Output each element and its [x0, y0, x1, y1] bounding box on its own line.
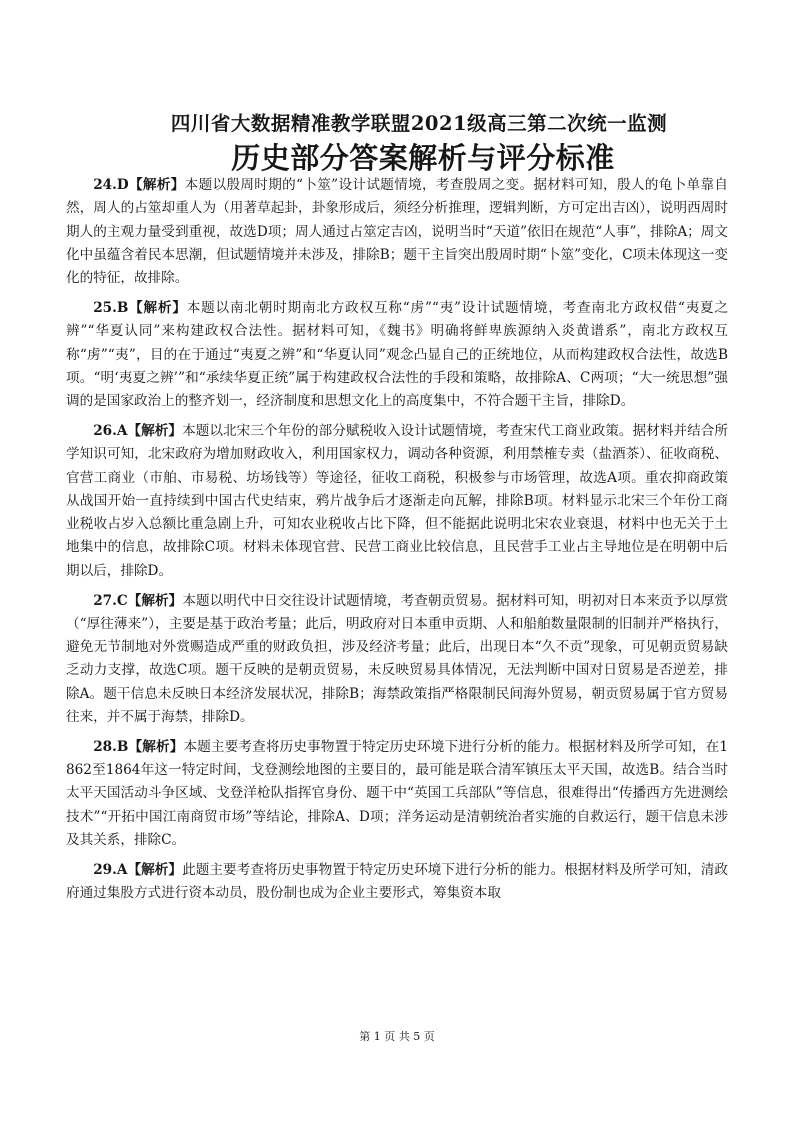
analysis-tag: 【解析】	[127, 422, 183, 439]
answer-item	[66, 736, 728, 852]
question-number: 26.A	[93, 422, 128, 439]
question-number: 24.D	[93, 177, 129, 193]
analysis-text: 本题以南北朝时期南北方政权互称“虏”“夷”设计试题情境，考查南北方政权借“夷夏之辨”“华夏认同”来构建政权合法性。据材料可知，《魏书》明确将鲜卑族源纳入炎黄谱系”，南北方政权互称“虏”“夷”，目的在于通过“夷夏之辨”和“华夏认同”观念凸显自己的正统地位，从而构建政权合法性，故选B项。“明‘夷夏之辨’”和“承续华夏正统”属于构建政权合法性的手段和策略，故排除A、C两项；“大一统思想”强调的是国家政治上的整齐划一，经济制度和思想文化上的高度集中，不符合题干主旨，排除D。	[66, 299, 728, 410]
question-number: 25.B	[93, 299, 129, 316]
analysis-text: 此题主要考查将历史事物置于特定历史环境下进行分析的能力。根据材料及所学可知，清政府通过集股方式进行资本动员，股份制也成为企业主要形式，筹集资本取	[66, 861, 729, 902]
analysis-tag: 【解析】	[128, 738, 184, 755]
answer-item	[66, 174, 728, 290]
question-number: 28.B	[93, 738, 129, 755]
answer-item	[66, 859, 728, 906]
page-footer: 第 1 页 共 5 页	[359, 1030, 435, 1043]
analysis-tag: 【解析】	[128, 177, 185, 193]
answer-item	[66, 590, 728, 730]
answer-list	[66, 174, 728, 912]
question-number: 27.C	[93, 592, 128, 609]
analysis-text: 本题以明代中日交往设计试题情境，考查朝贡贸易。据材料可知，明初对日本来贡予以厚赏（“厚往薄来”），主要是基于政治考量；此后，明政府对日本重申贡期、人和船舶数量限制的旧制并严格执行，避免无节制地对外赏赐造成严重的财政负担，涉及经济考量；此后，出现日本“久不贡”现象，可见朝贡贸易缺乏动力支撑，故选C项。题干反映的是朝贡贸易，未反映贸易具体情况，无法判断中国对日贸易是否逆差，排除A。题干信息未反映日本经济发展状况，排除B；海禁政策指严格限制民间海外贸易，朝贡贸易属于官方贸易往来，并不属于海禁，排除D。	[66, 592, 729, 726]
exam-title: 四川省大数据精准教学联盟2021级高三第二次统一监测	[170, 112, 668, 135]
answer-item	[66, 297, 728, 413]
analysis-text: 本题以殷周时期的“卜筮”设计试题情境，考查殷周之变。据材料可知，殷人的龟卜单靠自然，周人的占筮却重人为（用著草起卦，卦象形成后，须经分析推理，逻辑判断，方可定出吉凶），说明西周时期人的主观力量受到重视，故选D项；周人通过占筮定吉凶，说明当时“天道”依旧在规范“人事”，排除A；周文化中虽蕴含着民本思潮，但试题情境并未涉及，排除B；题干主旨突出殷周时期“卜筮”变化，C项未体现这一变化的特征，故排除。	[66, 177, 728, 287]
analysis-text: 本题主要考查将历史事物置于特定历史环境下进行分析的能力。根据材料及所学可知，在1862至1864年这一特定时间，戈登测绘地图的主要目的，最可能是联合清军镇压太平天国，故选B。结合当时太平天国活动斗争区域、戈登洋枪队指挥官身份、题干中“英国工兵部队”等信息，很难得出“传播西方先进测绘技术”“开拓中国江南商贸市场”等结论，排除A、D项；洋务运动是清朝统治者实施的自救运行，题干信息未涉及其关系，排除C。	[66, 738, 729, 849]
analysis-tag: 【解析】	[128, 299, 187, 316]
analysis-tag: 【解析】	[127, 592, 183, 609]
question-number: 29.A	[93, 861, 128, 878]
answer-item	[66, 420, 728, 583]
analysis-tag: 【解析】	[127, 861, 183, 878]
analysis-text: 本题以北宋三个年份的部分赋税收入设计试题情境，考查宋代工商业政策。据材料并结合所学知识可知，北宋政府为增加财政收入，利用国家权力，调动各种资源，利用禁榷专卖（盐酒茶）、征收商税、官营工商业（市舶、市易税、坊场钱等）等途径，征收工商税，积极参与市场管理，故选A项。重农抑商政策从战国开始一直持续到中国古代史结束，鸦片战争后才逐渐走向瓦解，排除B项。材料显示北宋三个年份工商业税收占岁入总额比重急剧上升，可知农业税收占比下降，但不能据此说明北宋农业衰退，材料中也无关于土地集中的信息，故排除C项。材料未体现官营、民营工商业比较信息，且民营手工业占主导地位是在明朝中后期以后，排除D。	[66, 422, 729, 579]
document-title: 历史部分答案解析与评分标准	[231, 141, 615, 175]
